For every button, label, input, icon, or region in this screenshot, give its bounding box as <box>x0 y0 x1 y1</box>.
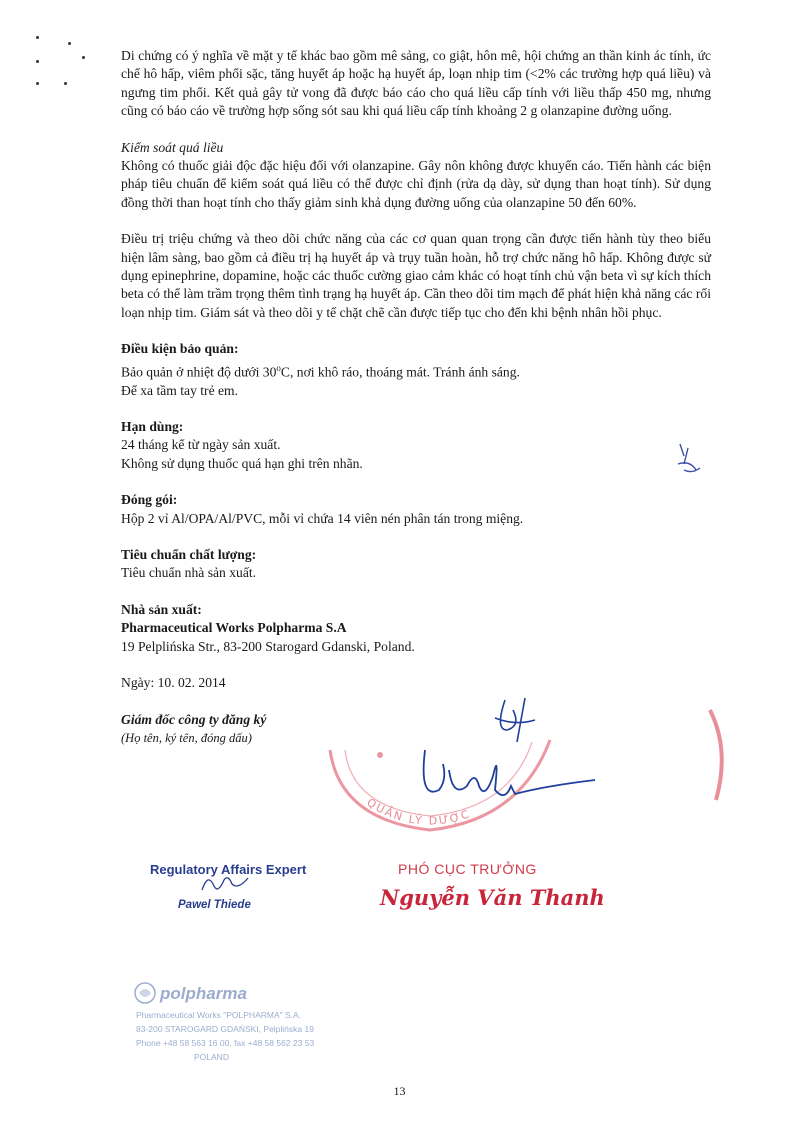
packaging-line-1: Hộp 2 vỉ Al/OPA/Al/PVC, mỗi vỉ chứa 14 viên nén phân tán trong miệng. <box>121 510 524 526</box>
stamp-line-4: POLAND <box>194 1052 229 1062</box>
packaging-heading: Đóng gói: <box>121 492 178 508</box>
director-subtitle: (Họ tên, ký tên, đóng dấu) <box>121 730 252 745</box>
regulatory-affairs-title: Regulatory Affairs Expert <box>150 862 307 877</box>
deputy-director-title: PHÓ CỤC TRƯỞNG <box>398 861 537 877</box>
shelf-life-line-1: 24 tháng kể từ ngày sản xuất. <box>121 437 281 453</box>
quality-line-1: Tiêu chuẩn nhà sản xuất. <box>121 565 257 581</box>
manufacturer-name: Pharmaceutical Works Polpharma S.A <box>121 620 347 636</box>
deputy-director-name: Nguyễn Văn Thanh <box>380 885 605 910</box>
quality-heading: Tiêu chuẩn chất lượng: <box>121 547 257 563</box>
manufacturer-heading: Nhà sản xuất: <box>121 601 202 617</box>
seal-text: QUẢN LÝ DƯỢC <box>364 795 473 828</box>
body-text <box>121 47 711 747</box>
paragraph-overdose: Không có thuốc giải độc đặc hiệu đối với olanzapine. Gây nôn không được khuyến cáo. Tiến hành các biện pháp tiêu chuẩn để kiểm soát quá liều có thể được chỉ định (rửa dạ dày, sử dụng than hoạt tính). Sử dụng đồng thời than hoạt tính cho thấy giảm sinh khả dụng đường uống của olanzapine 50 đến 60%. <box>121 158 711 210</box>
shelf-life-heading: Hạn dùng: <box>121 419 184 435</box>
ra-signature <box>198 868 258 898</box>
paragraph-symptoms: Di chứng có ý nghĩa về mặt y tế khác bao gồm mê sảng, co giật, hôn mê, hội chứng an thần kinh ác tính, ức chế hô hấp, viêm phổi sặc, tăng huyết áp hoặc hạ huyết áp, loạn nhịp tim (<2% các trường hợp quá liều) và ngưng tim phổi. Kết quả gây tử vong đã được báo cáo cho quá liều cấp tính với liều thấp 450 mg, nhưng cũng có báo cáo về trường hợp sống sót sau khi quá liều cấp tính khoảng 2 g olanzapine đường uống. <box>121 48 711 119</box>
scan-artifact-dots <box>28 30 88 90</box>
shelf-life-line-2: Không sử dụng thuốc quá hạn ghi trên nhãn. <box>121 455 363 471</box>
stamp-line-2: 83-200 STAROGARD GDAŃSKI, Pelplińska 19 <box>136 1024 314 1034</box>
page-number: 13 <box>393 1084 406 1098</box>
stamp-line-1: Pharmaceutical Works "POLPHARMA" S.A. <box>136 1010 302 1020</box>
stamp-brand: polpharma <box>160 984 247 1003</box>
regulatory-affairs-name: Pawel Thiede <box>178 899 251 911</box>
stamp-line-3: Phone +48 58 563 16 00, fax +48 58 562 23 53 <box>136 1038 315 1048</box>
storage-heading: Điều kiện bảo quản: <box>121 341 239 357</box>
polpharma-logo-icon <box>132 980 158 1006</box>
manufacturer-address: 19 Pelplińska Str., 83-200 Starogard Gdanski, Poland. <box>121 638 415 654</box>
director-signature <box>395 690 595 830</box>
company-stamp <box>124 980 354 1075</box>
paragraph-treatment: Điều trị triệu chứng và theo dõi chức năng của các cơ quan quan trọng cần được tiến hành tùy theo biểu hiện lâm sàng, bao gồm cả điều trị hạ huyết áp và trụy tuần hoàn, hỗ trợ chức năng hô hấp. Không được sử dụng epinephrine, dopamine, hoặc các thuốc cường giao cảm khác có hoạt tính chủ vận beta vì sự kích thích beta có thể làm trầm trọng thêm tình trạng hạ huyết áp. Cần theo dõi tim mạch để phát hiện khả năng các rối loạn nhịp tim. Giám sát và theo dõi y tế chặt chẽ cần được tiếp tục cho đến khi bệnh nhân hồi phục. <box>121 231 711 320</box>
initials-mark <box>670 440 710 480</box>
storage-line-1: Bảo quản ở nhiệt độ dưới 30$^o$C, nơi khô ráo, thoáng mát. Tránh ánh sáng. <box>121 362 520 380</box>
storage-line-2: Để xa tầm tay trẻ em. <box>121 382 239 398</box>
overdose-heading: Kiểm soát quá liều <box>121 139 224 155</box>
document-date: Ngày: 10. 02. 2014 <box>121 675 226 691</box>
director-heading: Giám đốc công ty đăng ký <box>121 711 267 727</box>
